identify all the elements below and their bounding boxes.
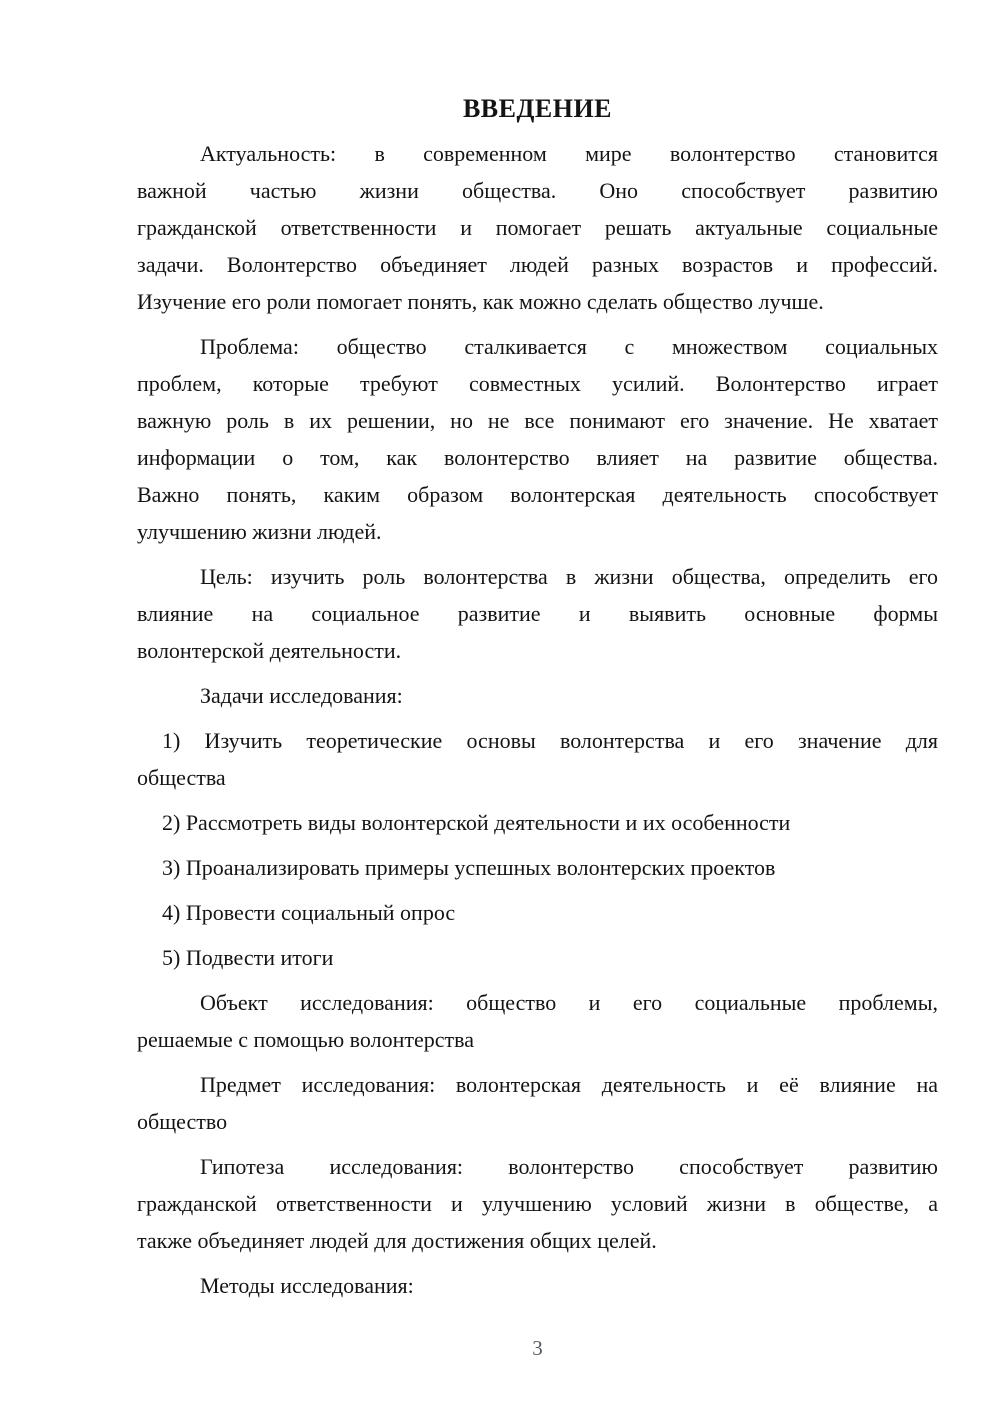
text-line: 5) Подвести итоги bbox=[162, 945, 334, 970]
paragraph bbox=[137, 1148, 938, 1259]
text-line: Важно понять, каким образом волонтерская деятельность способствует bbox=[137, 482, 938, 507]
text-line: информации о том, как волонтерство влияет на развитие общества. bbox=[137, 445, 938, 470]
list-item bbox=[137, 894, 938, 931]
text-line: задачи. Волонтерство объединяет людей разных возрастов и профессий. bbox=[137, 252, 938, 277]
paragraph bbox=[137, 984, 938, 1058]
list-item bbox=[137, 849, 938, 886]
paragraph bbox=[137, 558, 938, 669]
list-item bbox=[137, 804, 938, 841]
text-line: Цель: изучить роль волонтерства в жизни общества, определить его bbox=[200, 564, 938, 589]
text-line: Задачи исследования: bbox=[200, 683, 403, 708]
text-line: Изучение его роли помогает понять, как можно сделать общество лучше. bbox=[137, 289, 824, 314]
text-line: важной частью жизни общества. Оно способствует развитию bbox=[137, 178, 938, 203]
paragraph bbox=[137, 677, 938, 714]
text-line: общества bbox=[137, 765, 226, 790]
page-title: ВВЕДЕНИЕ bbox=[462, 94, 613, 123]
text-line: решаемые с помощью волонтерства bbox=[137, 1027, 474, 1052]
paragraph bbox=[137, 328, 938, 550]
list-item bbox=[137, 939, 938, 976]
text-line: проблем, которые требуют совместных усилий. Волонтерство играет bbox=[137, 371, 938, 396]
text-line: Методы исследования: bbox=[200, 1273, 414, 1298]
text-line: гражданской ответственности и помогает решать актуальные социальные bbox=[137, 215, 938, 240]
text-line: важную роль в их решении, но не все понимают его значение. Не хватает bbox=[137, 408, 938, 433]
text-line: также объединяет людей для достижения общих целей. bbox=[137, 1228, 657, 1253]
paragraph bbox=[137, 1267, 938, 1304]
text-line: Гипотеза исследования: волонтерство способствует развитию bbox=[200, 1154, 938, 1179]
text-line: 1) Изучить теоретические основы волонтерства и его значение для bbox=[162, 728, 938, 753]
paragraph bbox=[137, 1066, 938, 1140]
text-line: влияние на социальное развитие и выявить основные формы bbox=[137, 601, 938, 626]
text-line: волонтерской деятельности. bbox=[137, 638, 402, 663]
text-line: Объект исследования: общество и его социальные проблемы, bbox=[200, 990, 938, 1015]
document-body bbox=[137, 135, 938, 1304]
list-item bbox=[137, 722, 938, 796]
text-line: Проблема: общество сталкивается с множеством социальных bbox=[200, 334, 938, 359]
page-number: 3 bbox=[532, 1336, 543, 1360]
text-line: улучшению жизни людей. bbox=[137, 519, 382, 544]
text-line: Актуальность: в современном мире волонтерство становится bbox=[200, 141, 938, 166]
text-line: Предмет исследования: волонтерская деятельность и её влияние на bbox=[200, 1072, 938, 1097]
text-line: 4) Провести социальный опрос bbox=[162, 900, 456, 925]
text-line: 2) Рассмотреть виды волонтерской деятельности и их особенности bbox=[162, 810, 791, 835]
paragraph bbox=[137, 135, 938, 320]
text-line: общество bbox=[137, 1109, 228, 1134]
text-line: гражданской ответственности и улучшению условий жизни в обществе, а bbox=[137, 1191, 938, 1216]
text-line: 3) Проанализировать примеры успешных волонтерских проектов bbox=[162, 855, 776, 880]
